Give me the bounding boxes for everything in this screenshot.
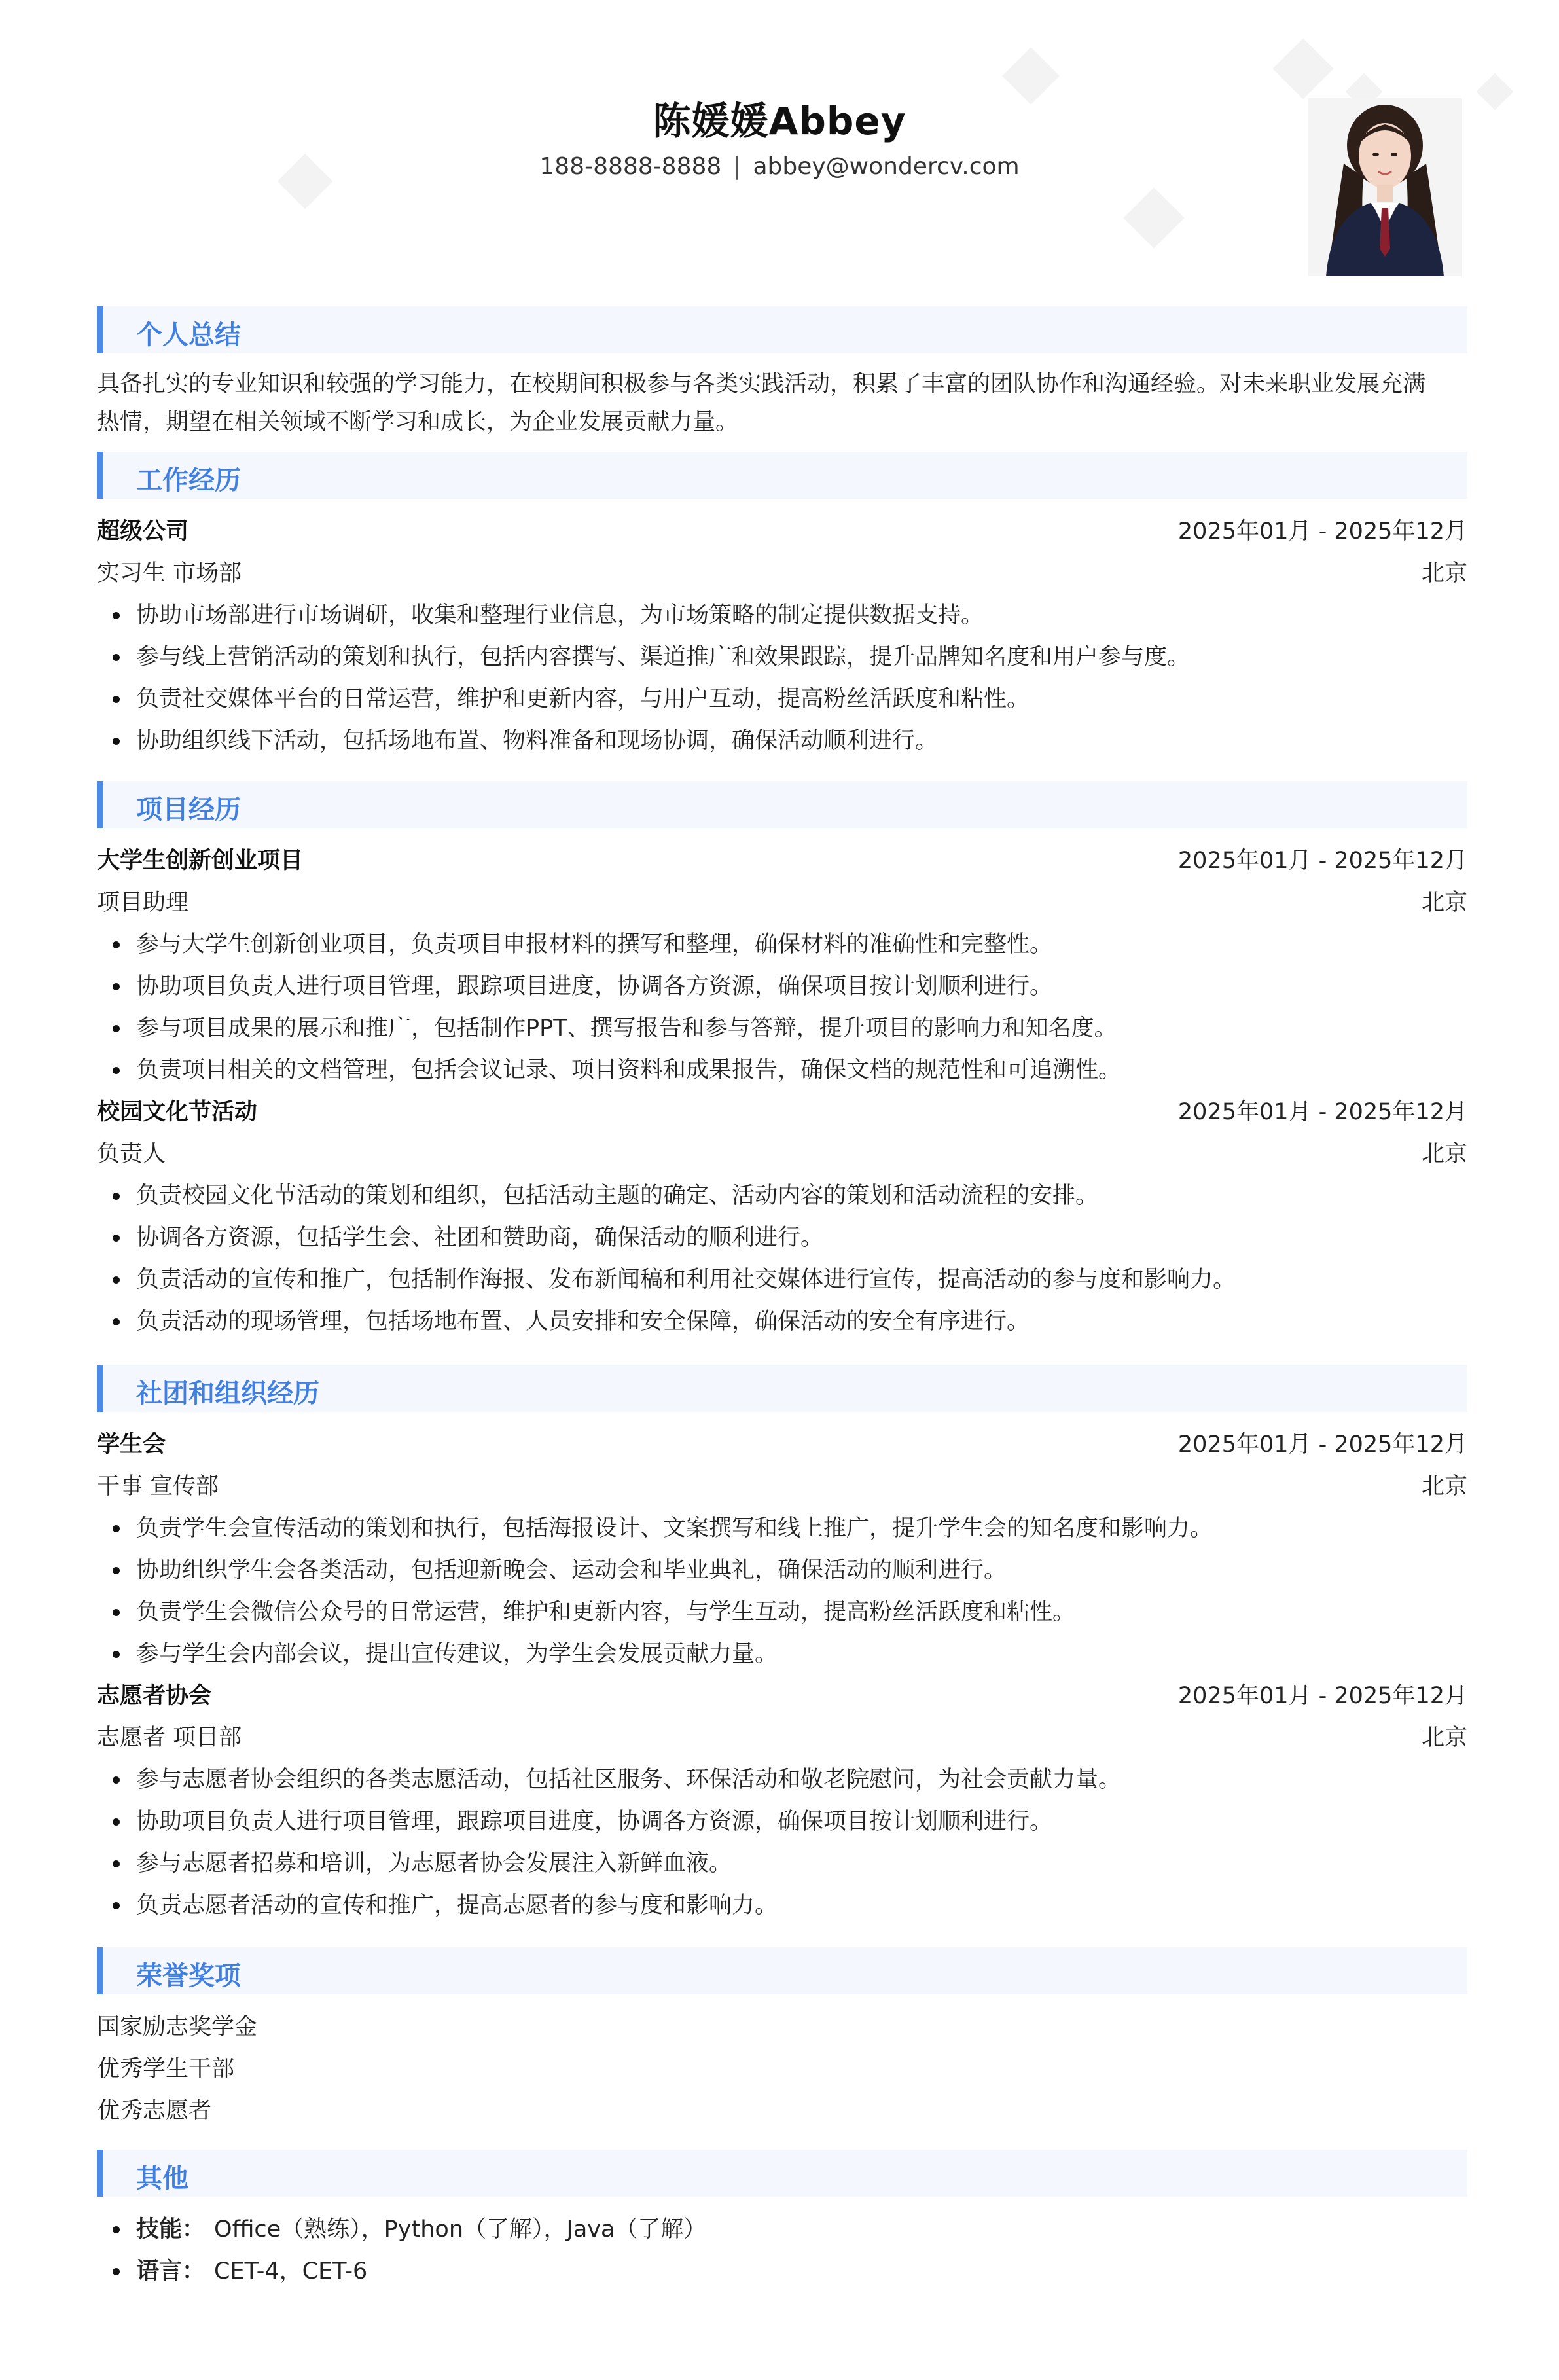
bullet-item: 负责校园文化节活动的策划和组织，包括活动主题的确定、活动内容的策划和活动流程的安排。: [97, 1175, 1467, 1217]
languages-label: 语言：: [136, 2258, 206, 2284]
entry-role-row: [97, 1133, 1467, 1175]
section-title: 其他: [136, 2163, 188, 2193]
languages-item: [97, 2250, 1467, 2292]
contact-line: [97, 153, 1462, 180]
languages-value: CET-4，CET-6: [214, 2258, 368, 2284]
role-title: 志愿者 项目部: [97, 1725, 242, 1751]
resume-header: [97, 79, 1462, 281]
bullet-item: 协助市场部进行市场调研，收集和整理行业信息，为市场策略的制定提供数据支持。: [97, 594, 1467, 636]
entry-role-row: [97, 882, 1467, 924]
entry-header-row: [97, 1091, 1467, 1133]
section-title: 个人总结: [136, 320, 241, 350]
bullet-list: [97, 1507, 1467, 1675]
section-title: 项目经历: [136, 795, 241, 825]
honor-item: 国家励志奖学金: [97, 2014, 258, 2040]
section-header: [97, 1947, 1467, 1994]
bullet-item: 协助项目负责人进行项目管理，跟踪项目进度，协调各方资源，确保项目按计划顺利进行。: [97, 965, 1467, 1007]
bullet-item: 参与线上营销活动的策划和执行，包括内容撰写、渠道推广和效果跟踪，提升品牌知名度和用户参与度。: [97, 636, 1467, 678]
bullet-item: 负责志愿者活动的宣传和推广，提高志愿者的参与度和影响力。: [97, 1884, 1467, 1926]
bullet-item: 参与大学生创新创业项目，负责项目申报材料的撰写和整理，确保材料的准确性和完整性。: [97, 924, 1467, 965]
entry-header-row: [97, 511, 1467, 552]
project-entry: [97, 1091, 1467, 1343]
bullet-item: 参与志愿者招募和培训，为志愿者协会发展注入新鲜血液。: [97, 1843, 1467, 1884]
date-range: 2025年01月 - 2025年12月: [1177, 1683, 1467, 1709]
entry-role-row: [97, 1717, 1467, 1759]
profile-photo: [1308, 98, 1462, 276]
bullet-item: 参与志愿者协会组织的各类志愿活动，包括社区服务、环保活动和敬老院慰问，为社会贡献力量。: [97, 1759, 1467, 1801]
role-title: 负责人: [97, 1141, 166, 1167]
bullet-item: 协助组织线下活动，包括场地布置、物料准备和现场协调，确保活动顺利进行。: [97, 720, 1467, 762]
bullet-item: 负责社交媒体平台的日常运营，维护和更新内容，与用户互动，提高粉丝活跃度和粘性。: [97, 678, 1467, 720]
role-title: 实习生 市场部: [97, 560, 242, 586]
section-title: 社团和组织经历: [136, 1379, 319, 1409]
projects-section: [97, 781, 1467, 1343]
club-entry: [97, 1675, 1467, 1926]
email-address: abbey@wondercv.com: [753, 153, 1020, 180]
section-header: [97, 781, 1467, 828]
organization-name: 校园文化节活动: [97, 1099, 258, 1125]
bullet-list: [97, 1759, 1467, 1926]
bullet-item: 负责学生会宣传活动的策划和执行，包括海报设计、文案撰写和线上推广，提升学生会的知名度和影响力。: [97, 1507, 1467, 1549]
date-range: 2025年01月 - 2025年12月: [1177, 1099, 1467, 1125]
bullet-item: 协调各方资源，包括学生会、社团和赞助商，确保活动的顺利进行。: [97, 1217, 1467, 1259]
bullet-item: 参与学生会内部会议，提出宣传建议，为学生会发展贡献力量。: [97, 1633, 1467, 1675]
section-header: [97, 2150, 1467, 2197]
section-accent-bar: [97, 452, 103, 499]
section-accent-bar: [97, 2150, 103, 2197]
section-header: [97, 452, 1467, 499]
phone-number: 188-8888-8888: [539, 153, 722, 180]
organization-name: 超级公司: [97, 518, 189, 545]
other-section: [97, 2150, 1467, 2292]
role-title: 干事 宣传部: [97, 1473, 219, 1500]
honor-item: 优秀学生干部: [97, 2056, 235, 2082]
honor-item: 优秀志愿者: [97, 2098, 212, 2124]
organization-name: 学生会: [97, 1432, 166, 1458]
candidate-name: 陈媛媛Abbey: [653, 99, 906, 143]
skills-item: [97, 2209, 1467, 2250]
section-accent-bar: [97, 1365, 103, 1412]
entry-header-row: [97, 1424, 1467, 1466]
other-list: [97, 2209, 1467, 2292]
section-title: 工作经历: [136, 465, 241, 496]
honors-section: [97, 1947, 1467, 2132]
project-entry: [97, 840, 1467, 1091]
section-title: 荣誉奖项: [136, 1961, 241, 1991]
clubs-section: [97, 1365, 1467, 1926]
bullet-list: [97, 594, 1467, 762]
bullet-item: 负责活动的宣传和推广，包括制作海报、发布新闻稿和利用社交媒体进行宣传，提高活动的参与度和影响力。: [97, 1259, 1467, 1301]
bullet-item: 协助组织学生会各类活动，包括迎新晚会、运动会和毕业典礼，确保活动的顺利进行。: [97, 1549, 1467, 1591]
summary-section: [97, 306, 1467, 441]
bullet-item: 负责项目相关的文档管理，包括会议记录、项目资料和成果报告，确保文档的规范性和可追溯性。: [97, 1049, 1467, 1091]
skills-value: Office（熟练），Python（了解），Java（了解）: [214, 2216, 707, 2243]
bullet-item: 参与项目成果的展示和推广，包括制作PPT、撰写报告和参与答辩，提升项目的影响力和知名度。: [97, 1007, 1467, 1049]
date-range: 2025年01月 - 2025年12月: [1177, 518, 1467, 545]
section-header: [97, 306, 1467, 353]
club-entry: [97, 1424, 1467, 1675]
decorative-diamond: [1477, 73, 1514, 111]
portrait-image: [1308, 98, 1462, 276]
work-section: [97, 452, 1467, 762]
work-entry: [97, 511, 1467, 762]
role-title: 项目助理: [97, 890, 189, 916]
section-accent-bar: [97, 306, 103, 353]
location: 北京: [1421, 560, 1467, 586]
bullet-list: [97, 924, 1467, 1091]
organization-name: 大学生创新创业项目: [97, 848, 304, 874]
entry-header-row: [97, 840, 1467, 882]
section-accent-bar: [97, 781, 103, 828]
date-range: 2025年01月 - 2025年12月: [1177, 1432, 1467, 1458]
date-range: 2025年01月 - 2025年12月: [1177, 848, 1467, 874]
bullet-item: 负责活动的现场管理，包括场地布置、人员安排和安全保障，确保活动的安全有序进行。: [97, 1301, 1467, 1343]
organization-name: 志愿者协会: [97, 1683, 212, 1709]
bullet-list: [97, 1175, 1467, 1343]
location: 北京: [1421, 890, 1467, 916]
skills-label: 技能：: [136, 2216, 206, 2243]
section-header: [97, 1365, 1467, 1412]
location: 北京: [1421, 1725, 1467, 1751]
contact-separator: |: [733, 153, 742, 180]
entry-header-row: [97, 1675, 1467, 1717]
entry-role-row: [97, 552, 1467, 594]
entry-role-row: [97, 1466, 1467, 1507]
section-accent-bar: [97, 1947, 103, 1994]
summary-text: 具备扎实的专业知识和较强的学习能力，在校期间积极参与各类实践活动，积累了丰富的团队协作和沟通经验。对未来职业发展充满热情，期望在相关领域不断学习和成长，为企业发展贡献力量。: [97, 371, 1426, 435]
bullet-item: 协助项目负责人进行项目管理，跟踪项目进度，协调各方资源，确保项目按计划顺利进行。: [97, 1801, 1467, 1843]
location: 北京: [1421, 1473, 1467, 1500]
location: 北京: [1421, 1141, 1467, 1167]
bullet-item: 负责学生会微信公众号的日常运营，维护和更新内容，与学生互动，提高粉丝活跃度和粘性。: [97, 1591, 1467, 1633]
